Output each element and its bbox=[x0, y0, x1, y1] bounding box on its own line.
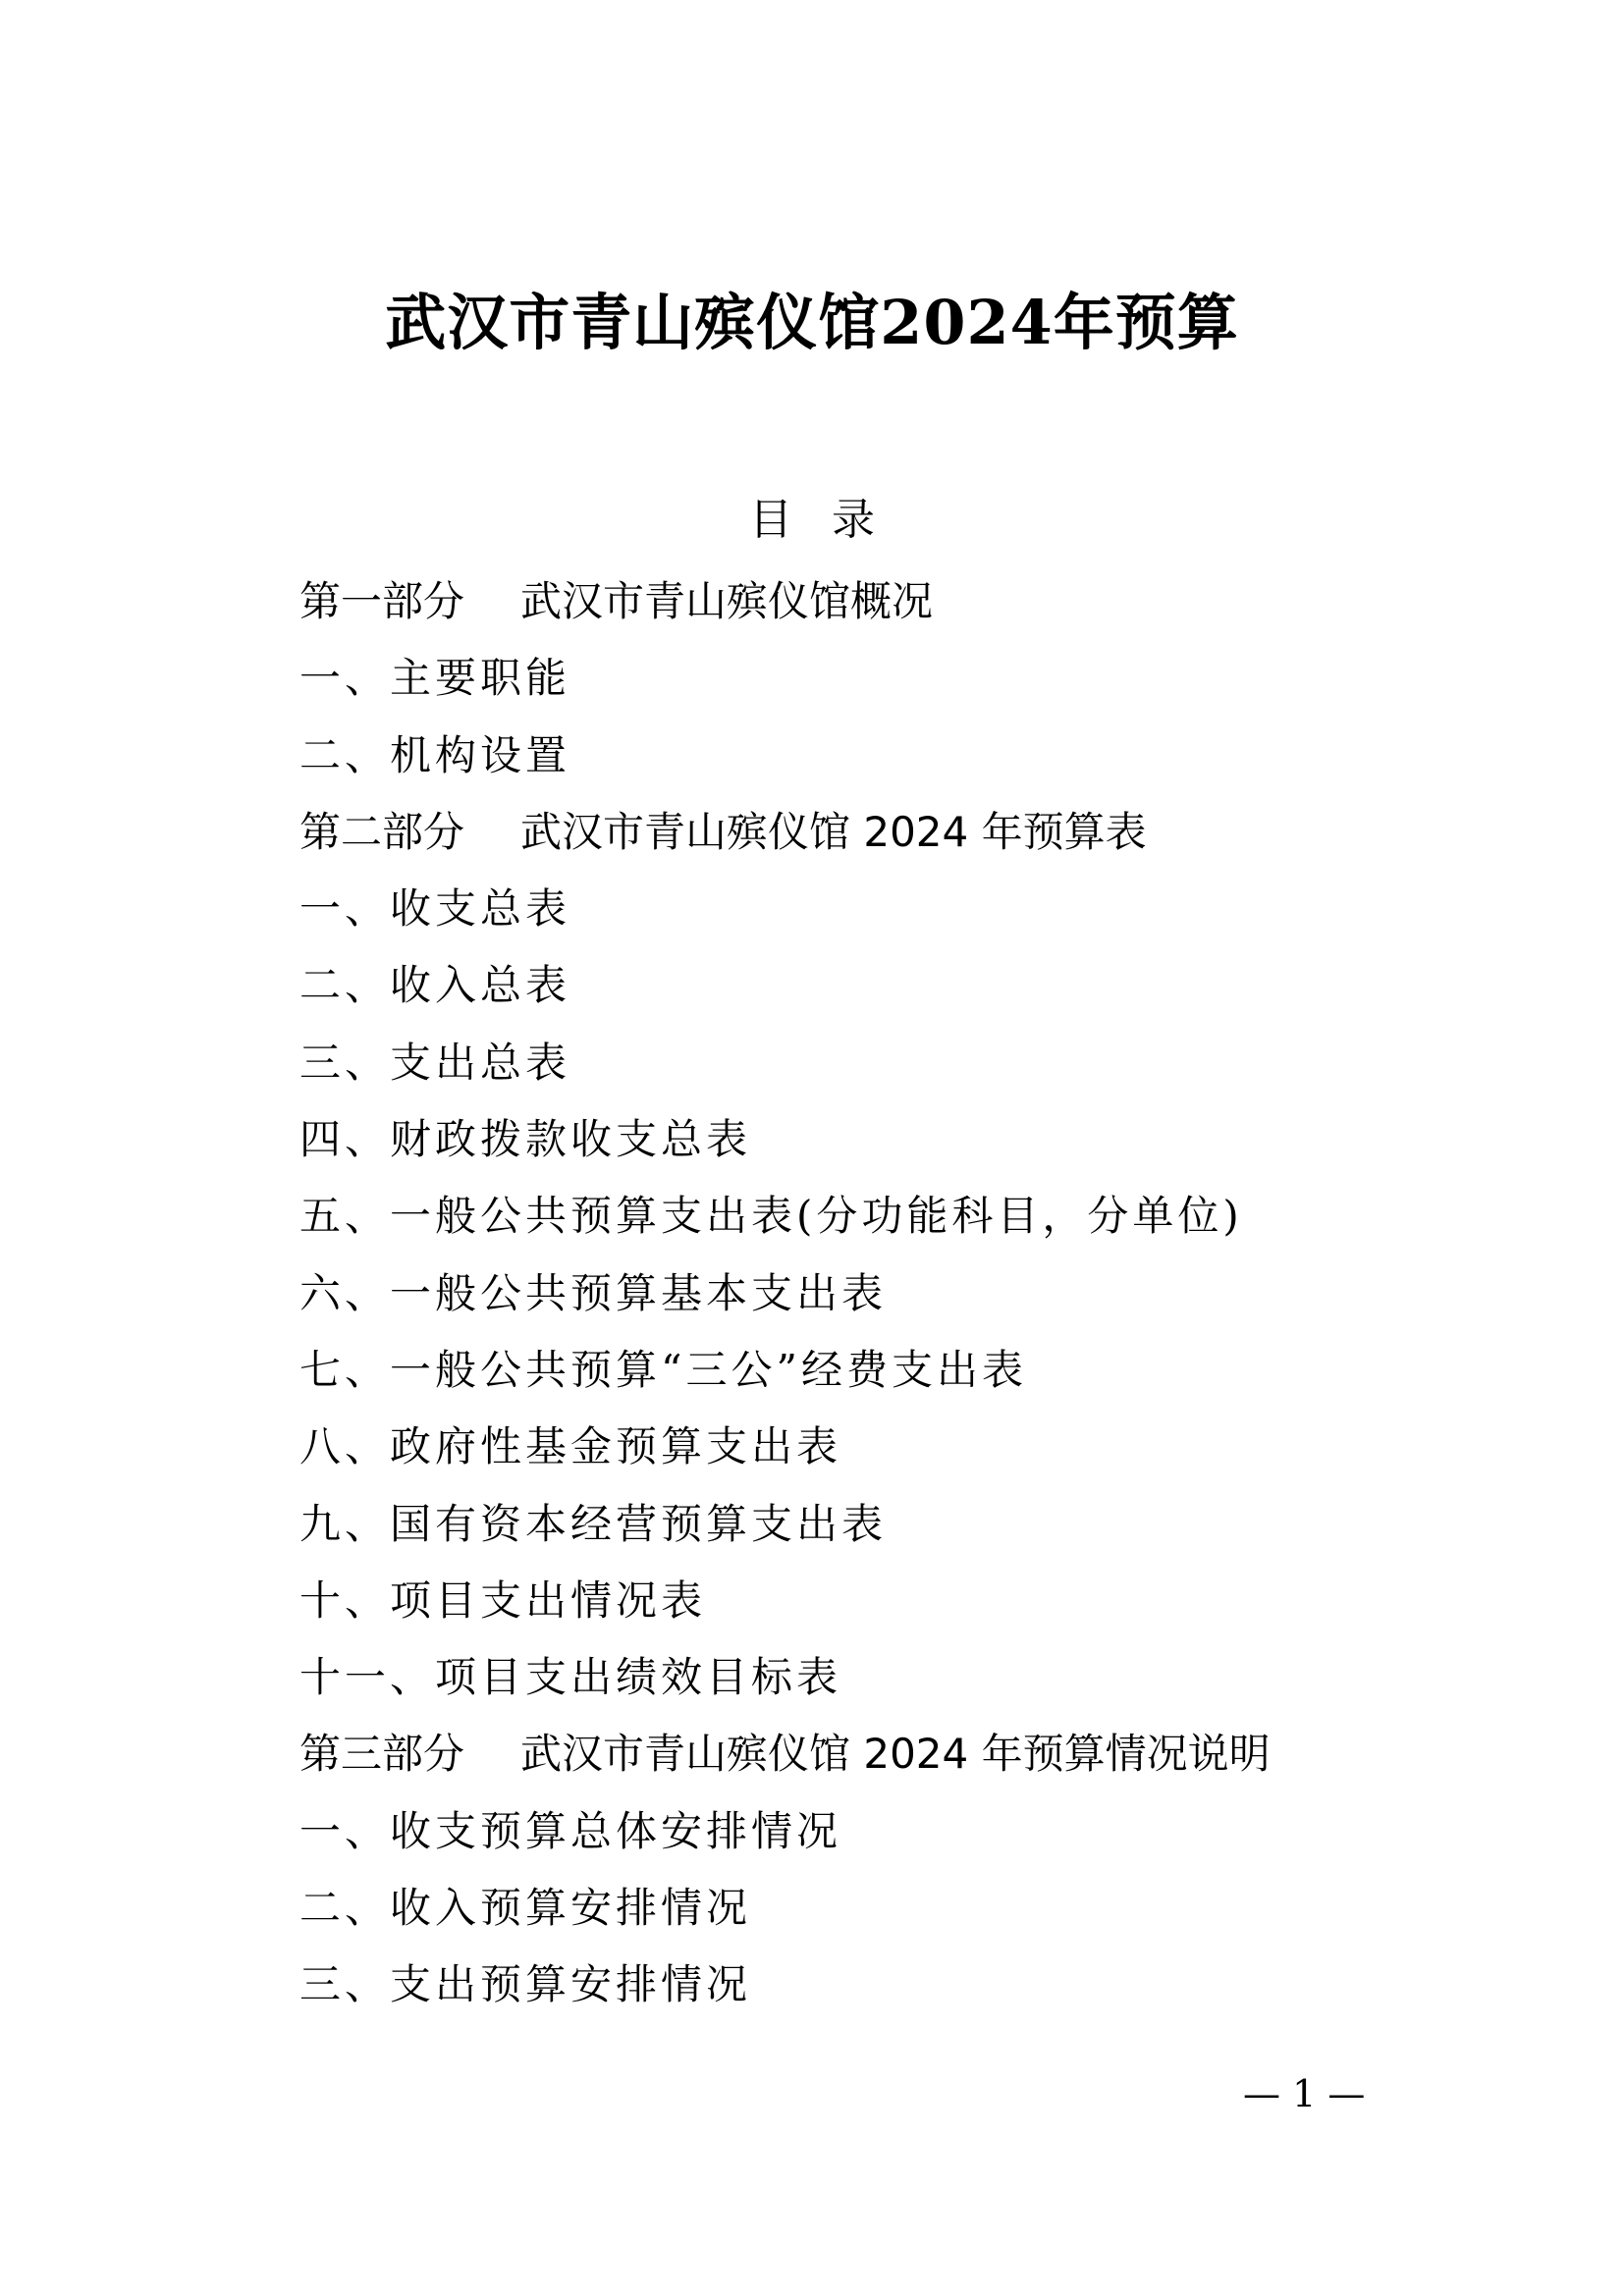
toc-item: 六、一般公共预算基本支出表 bbox=[299, 1268, 888, 1317]
page-number: — 1 — bbox=[1243, 2072, 1366, 2115]
toc-item: 三、支出总表 bbox=[299, 1038, 571, 1087]
toc-item: 九、国有资本经营预算支出表 bbox=[299, 1499, 888, 1548]
toc-item: 五、一般公共预算支出表(分功能科目，分单位) bbox=[299, 1192, 1243, 1241]
toc-part-number: 第二部分 bbox=[299, 807, 465, 856]
toc-part-number: 第三部分 bbox=[299, 1730, 465, 1779]
toc-item: 一、收支预算总体安排情况 bbox=[299, 1806, 842, 1855]
toc-item: 二、机构设置 bbox=[299, 730, 571, 779]
toc-part-title: 武汉市青山殡仪馆 2024 年预算表 bbox=[520, 807, 1147, 856]
toc-item: 十一、项目支出绩效目标表 bbox=[299, 1653, 842, 1702]
toc-part-1 bbox=[299, 563, 1478, 640]
toc-item: 七、一般公共预算“三公”经费支出表 bbox=[299, 1345, 1027, 1394]
toc-item: 八、政府性基金预算支出表 bbox=[299, 1422, 842, 1471]
toc-heading: 目录 bbox=[749, 495, 914, 545]
toc-part-number: 第一部分 bbox=[299, 577, 465, 625]
toc-item: 四、财政拨款收支总表 bbox=[299, 1115, 752, 1164]
page-title: 武汉市青山殡仪馆2024年预算 bbox=[385, 287, 1239, 358]
toc-part-title: 武汉市青山殡仪馆概况 bbox=[520, 577, 934, 625]
toc-part-2 bbox=[299, 794, 1478, 871]
toc-part-3 bbox=[299, 1716, 1478, 1792]
toc-item: 二、收入总表 bbox=[299, 961, 571, 1010]
toc-item: 三、支出预算安排情况 bbox=[299, 1960, 752, 2009]
toc-item: 十、项目支出情况表 bbox=[299, 1575, 707, 1625]
toc-part-title: 武汉市青山殡仪馆 2024 年预算情况说明 bbox=[520, 1730, 1271, 1779]
table-of-contents bbox=[299, 563, 1478, 2024]
toc-item: 一、主要职能 bbox=[299, 654, 571, 703]
toc-item: 二、收入预算安排情况 bbox=[299, 1884, 752, 1933]
toc-item: 一、收支总表 bbox=[299, 884, 571, 934]
